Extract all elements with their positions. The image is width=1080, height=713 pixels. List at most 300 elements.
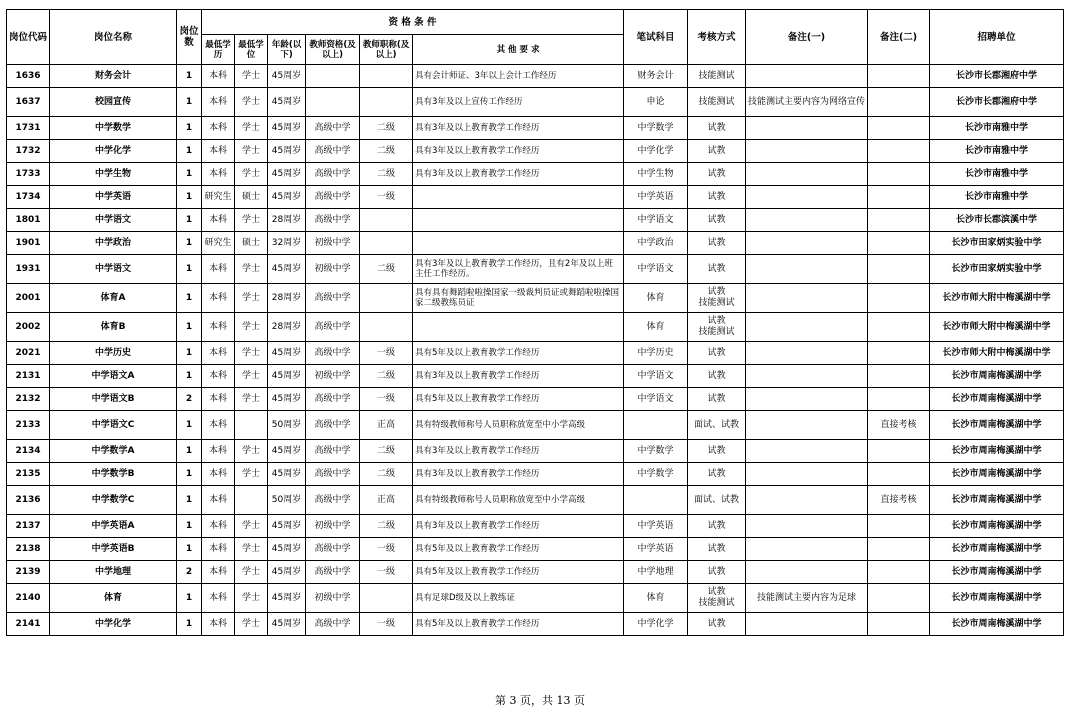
cell-num: 1 xyxy=(177,538,202,561)
cell-code: 1731 xyxy=(7,117,50,140)
cell-name: 中学语文 xyxy=(50,255,177,284)
cell-cert: 高级中学 xyxy=(306,613,360,636)
cell-age: 50周岁 xyxy=(268,486,306,515)
cell-degree: 学士 xyxy=(235,613,268,636)
cell-age: 45周岁 xyxy=(268,388,306,411)
cell-note2 xyxy=(868,65,930,88)
cell-other: 具有具有舞蹈啦啦操国家一级裁判员证或舞蹈啦啦操国家二级教练员证 xyxy=(413,284,624,313)
cell-code: 2136 xyxy=(7,486,50,515)
cell-note2 xyxy=(868,255,930,284)
cell-other: 具有会计师证、3年以上会计工作经历 xyxy=(413,65,624,88)
cell-age: 45周岁 xyxy=(268,140,306,163)
table-row xyxy=(7,486,1064,515)
cell-name: 中学化学 xyxy=(50,140,177,163)
cell-num: 1 xyxy=(177,515,202,538)
cell-age: 45周岁 xyxy=(268,538,306,561)
cell-code: 1734 xyxy=(7,186,50,209)
cell-note2 xyxy=(868,117,930,140)
cell-title xyxy=(360,284,413,313)
header-qualification-group: 资 格 条 件 xyxy=(202,10,624,35)
header-num: 岗位数 xyxy=(177,10,202,65)
cell-note1 xyxy=(746,411,868,440)
cell-unit: 长沙市周南梅溪湖中学 xyxy=(930,515,1064,538)
cell-edu: 研究生 xyxy=(202,232,235,255)
cell-other: 具有特级教师称号人员职称放宽至中小学高级 xyxy=(413,486,624,515)
cell-method: 技能测试 xyxy=(688,88,746,117)
cell-age: 45周岁 xyxy=(268,342,306,365)
header-edu: 最低学历 xyxy=(202,35,235,65)
cell-cert xyxy=(306,65,360,88)
cell-degree: 学士 xyxy=(235,440,268,463)
cell-cert: 高级中学 xyxy=(306,486,360,515)
cell-unit: 长沙市周南梅溪湖中学 xyxy=(930,440,1064,463)
cell-num: 1 xyxy=(177,284,202,313)
cell-code: 1636 xyxy=(7,65,50,88)
cell-title: 正高 xyxy=(360,411,413,440)
cell-degree: 学士 xyxy=(235,117,268,140)
cell-title: 一级 xyxy=(360,388,413,411)
cell-note1 xyxy=(746,342,868,365)
cell-subject: 中学历史 xyxy=(624,342,688,365)
cell-name: 中学数学A xyxy=(50,440,177,463)
cell-age: 45周岁 xyxy=(268,163,306,186)
cell-edu: 本科 xyxy=(202,486,235,515)
table-row xyxy=(7,186,1064,209)
cell-note2 xyxy=(868,515,930,538)
cell-age: 45周岁 xyxy=(268,65,306,88)
cell-edu: 本科 xyxy=(202,388,235,411)
cell-method: 试教 技能测试 xyxy=(688,284,746,313)
cell-unit: 长沙市南雅中学 xyxy=(930,140,1064,163)
cell-note2 xyxy=(868,88,930,117)
cell-degree: 硕士 xyxy=(235,232,268,255)
cell-note2 xyxy=(868,232,930,255)
recruitment-table xyxy=(6,9,1064,636)
cell-name: 校园宣传 xyxy=(50,88,177,117)
header-name: 岗位名称 xyxy=(50,10,177,65)
header-title: 教师职称(及以上) xyxy=(360,35,413,65)
cell-age: 28周岁 xyxy=(268,284,306,313)
cell-other: 具有3年及以上教育教学工作经历，且有2年及以上班主任工作经历。 xyxy=(413,255,624,284)
cell-note2: 直接考核 xyxy=(868,486,930,515)
table-row xyxy=(7,255,1064,284)
cell-other: 具有3年及以上教育教学工作经历 xyxy=(413,365,624,388)
cell-method: 试教 xyxy=(688,365,746,388)
cell-degree: 学士 xyxy=(235,255,268,284)
cell-cert: 高级中学 xyxy=(306,284,360,313)
cell-num: 1 xyxy=(177,486,202,515)
cell-subject: 中学化学 xyxy=(624,613,688,636)
cell-age: 45周岁 xyxy=(268,88,306,117)
cell-subject: 中学英语 xyxy=(624,186,688,209)
cell-unit: 长沙市周南梅溪湖中学 xyxy=(930,463,1064,486)
cell-name: 中学语文C xyxy=(50,411,177,440)
cell-unit: 长沙市长郡湘府中学 xyxy=(930,88,1064,117)
cell-degree: 学士 xyxy=(235,163,268,186)
cell-age: 45周岁 xyxy=(268,584,306,613)
cell-num: 1 xyxy=(177,411,202,440)
cell-edu: 本科 xyxy=(202,613,235,636)
cell-age: 32周岁 xyxy=(268,232,306,255)
cell-title: 正高 xyxy=(360,486,413,515)
cell-name: 中学生物 xyxy=(50,163,177,186)
cell-degree: 学士 xyxy=(235,284,268,313)
cell-name: 中学地理 xyxy=(50,561,177,584)
cell-method: 面试、试教 xyxy=(688,411,746,440)
cell-cert: 高级中学 xyxy=(306,463,360,486)
cell-num: 1 xyxy=(177,65,202,88)
cell-note1 xyxy=(746,486,868,515)
cell-method: 试教 xyxy=(688,388,746,411)
cell-cert xyxy=(306,88,360,117)
cell-note2 xyxy=(868,342,930,365)
cell-other: 具有3年及以上教育教学工作经历 xyxy=(413,515,624,538)
cell-name: 中学语文B xyxy=(50,388,177,411)
cell-cert: 初级中学 xyxy=(306,515,360,538)
page-footer: 第 3 页，共 13 页 xyxy=(495,694,585,707)
table-row xyxy=(7,163,1064,186)
cell-title xyxy=(360,65,413,88)
cell-code: 2001 xyxy=(7,284,50,313)
cell-other: 具有3年及以上教育教学工作经历 xyxy=(413,117,624,140)
cell-other: 具有特级教师称号人员职称放宽至中小学高级 xyxy=(413,411,624,440)
cell-name: 体育A xyxy=(50,284,177,313)
cell-method: 试教 xyxy=(688,209,746,232)
table-row xyxy=(7,613,1064,636)
cell-other: 具有3年及以上教育教学工作经历 xyxy=(413,440,624,463)
header-subject: 笔试科目 xyxy=(624,10,688,65)
cell-degree: 学士 xyxy=(235,313,268,342)
table-row xyxy=(7,313,1064,342)
cell-note2 xyxy=(868,313,930,342)
cell-unit: 长沙市周南梅溪湖中学 xyxy=(930,561,1064,584)
cell-edu: 本科 xyxy=(202,163,235,186)
cell-note2 xyxy=(868,613,930,636)
cell-subject: 申论 xyxy=(624,88,688,117)
cell-age: 45周岁 xyxy=(268,613,306,636)
cell-cert: 高级中学 xyxy=(306,163,360,186)
cell-note2 xyxy=(868,388,930,411)
cell-name: 中学英语A xyxy=(50,515,177,538)
cell-code: 2139 xyxy=(7,561,50,584)
cell-edu: 本科 xyxy=(202,463,235,486)
cell-note2 xyxy=(868,209,930,232)
cell-num: 1 xyxy=(177,584,202,613)
cell-note1 xyxy=(746,515,868,538)
cell-code: 1733 xyxy=(7,163,50,186)
header-code: 岗位代码 xyxy=(7,10,50,65)
cell-method: 面试、试教 xyxy=(688,486,746,515)
cell-method: 试教 xyxy=(688,463,746,486)
cell-subject: 中学地理 xyxy=(624,561,688,584)
cell-cert: 高级中学 xyxy=(306,209,360,232)
cell-note1 xyxy=(746,117,868,140)
cell-age: 28周岁 xyxy=(268,313,306,342)
cell-name: 中学英语B xyxy=(50,538,177,561)
cell-title: 二级 xyxy=(360,440,413,463)
cell-num: 2 xyxy=(177,388,202,411)
cell-other xyxy=(413,186,624,209)
cell-edu: 本科 xyxy=(202,515,235,538)
cell-code: 2135 xyxy=(7,463,50,486)
cell-note1 xyxy=(746,463,868,486)
cell-edu: 研究生 xyxy=(202,186,235,209)
cell-name: 中学语文 xyxy=(50,209,177,232)
cell-unit: 长沙市周南梅溪湖中学 xyxy=(930,538,1064,561)
cell-cert: 高级中学 xyxy=(306,440,360,463)
cell-unit: 长沙市长郡滨溪中学 xyxy=(930,209,1064,232)
cell-num: 1 xyxy=(177,232,202,255)
cell-code: 1801 xyxy=(7,209,50,232)
cell-num: 1 xyxy=(177,365,202,388)
cell-unit: 长沙市南雅中学 xyxy=(930,117,1064,140)
cell-num: 2 xyxy=(177,561,202,584)
cell-other: 具有5年及以上教育教学工作经历 xyxy=(413,613,624,636)
cell-age: 45周岁 xyxy=(268,440,306,463)
cell-num: 1 xyxy=(177,613,202,636)
cell-note2: 直接考核 xyxy=(868,411,930,440)
cell-unit: 长沙市周南梅溪湖中学 xyxy=(930,388,1064,411)
cell-edu: 本科 xyxy=(202,65,235,88)
cell-edu: 本科 xyxy=(202,209,235,232)
cell-method: 试教 xyxy=(688,613,746,636)
cell-name: 财务会计 xyxy=(50,65,177,88)
cell-title: 二级 xyxy=(360,255,413,284)
cell-age: 45周岁 xyxy=(268,117,306,140)
cell-method: 试教 xyxy=(688,163,746,186)
cell-note1 xyxy=(746,163,868,186)
cell-code: 2002 xyxy=(7,313,50,342)
cell-cert: 高级中学 xyxy=(306,140,360,163)
header-degree: 最低学位 xyxy=(235,35,268,65)
cell-note1 xyxy=(746,209,868,232)
cell-subject: 中学生物 xyxy=(624,163,688,186)
cell-num: 1 xyxy=(177,463,202,486)
table-row xyxy=(7,584,1064,613)
cell-edu: 本科 xyxy=(202,538,235,561)
cell-other: 具有5年及以上教育教学工作经历 xyxy=(413,538,624,561)
table-row xyxy=(7,284,1064,313)
cell-other: 具有足球D级及以上教练证 xyxy=(413,584,624,613)
cell-name: 中学数学 xyxy=(50,117,177,140)
cell-age: 45周岁 xyxy=(268,186,306,209)
table-row xyxy=(7,232,1064,255)
cell-name: 中学数学C xyxy=(50,486,177,515)
cell-edu: 本科 xyxy=(202,411,235,440)
cell-code: 1931 xyxy=(7,255,50,284)
table-row xyxy=(7,538,1064,561)
cell-code: 2134 xyxy=(7,440,50,463)
cell-name: 体育B xyxy=(50,313,177,342)
cell-degree: 学士 xyxy=(235,515,268,538)
cell-subject xyxy=(624,411,688,440)
cell-code: 2133 xyxy=(7,411,50,440)
cell-note1 xyxy=(746,313,868,342)
table-row xyxy=(7,117,1064,140)
cell-note1 xyxy=(746,365,868,388)
cell-degree xyxy=(235,411,268,440)
cell-cert: 高级中学 xyxy=(306,388,360,411)
table-row xyxy=(7,342,1064,365)
cell-title: 二级 xyxy=(360,163,413,186)
cell-edu: 本科 xyxy=(202,140,235,163)
cell-unit: 长沙市周南梅溪湖中学 xyxy=(930,411,1064,440)
cell-other: 具有5年及以上教育教学工作经历 xyxy=(413,561,624,584)
cell-title: 一级 xyxy=(360,538,413,561)
cell-code: 2021 xyxy=(7,342,50,365)
cell-unit: 长沙市周南梅溪湖中学 xyxy=(930,486,1064,515)
cell-code: 1901 xyxy=(7,232,50,255)
cell-degree: 学士 xyxy=(235,584,268,613)
cell-unit: 长沙市长郡湘府中学 xyxy=(930,65,1064,88)
cell-unit: 长沙市田家炳实验中学 xyxy=(930,255,1064,284)
cell-method: 试教 xyxy=(688,232,746,255)
cell-title xyxy=(360,209,413,232)
cell-degree xyxy=(235,486,268,515)
cell-degree: 硕士 xyxy=(235,186,268,209)
table-row xyxy=(7,561,1064,584)
cell-note2 xyxy=(868,440,930,463)
cell-subject: 中学数学 xyxy=(624,440,688,463)
cell-unit: 长沙市师大附中梅溪湖中学 xyxy=(930,342,1064,365)
cell-age: 45周岁 xyxy=(268,515,306,538)
cell-cert: 高级中学 xyxy=(306,411,360,440)
cell-method: 试教 技能测试 xyxy=(688,584,746,613)
cell-title: 二级 xyxy=(360,140,413,163)
cell-note1: 技能测试主要内容为网络宣传 xyxy=(746,88,868,117)
cell-subject: 中学语文 xyxy=(624,209,688,232)
table-row xyxy=(7,388,1064,411)
header-other: 其 他 要 求 xyxy=(413,35,624,65)
cell-cert: 高级中学 xyxy=(306,342,360,365)
cell-method: 试教 xyxy=(688,561,746,584)
cell-method: 试教 xyxy=(688,440,746,463)
cell-num: 1 xyxy=(177,255,202,284)
cell-note2 xyxy=(868,140,930,163)
cell-title xyxy=(360,584,413,613)
cell-code: 2132 xyxy=(7,388,50,411)
cell-age: 45周岁 xyxy=(268,255,306,284)
cell-title xyxy=(360,88,413,117)
cell-age: 45周岁 xyxy=(268,365,306,388)
cell-other: 具有3年及以上教育教学工作经历 xyxy=(413,163,624,186)
cell-unit: 长沙市南雅中学 xyxy=(930,163,1064,186)
cell-unit: 长沙市师大附中梅溪湖中学 xyxy=(930,313,1064,342)
cell-degree: 学士 xyxy=(235,561,268,584)
cell-title: 一级 xyxy=(360,561,413,584)
cell-cert: 初级中学 xyxy=(306,255,360,284)
cell-note1 xyxy=(746,65,868,88)
cell-note2 xyxy=(868,561,930,584)
cell-other: 具有3年及以上教育教学工作经历 xyxy=(413,463,624,486)
cell-edu: 本科 xyxy=(202,584,235,613)
header-note2: 备注(二) xyxy=(868,10,930,65)
cell-subject: 体育 xyxy=(624,584,688,613)
cell-num: 1 xyxy=(177,209,202,232)
cell-degree: 学士 xyxy=(235,463,268,486)
header-method: 考核方式 xyxy=(688,10,746,65)
cell-degree: 学士 xyxy=(235,538,268,561)
cell-method: 试教 xyxy=(688,140,746,163)
cell-subject: 中学英语 xyxy=(624,538,688,561)
cell-num: 1 xyxy=(177,163,202,186)
cell-code: 2138 xyxy=(7,538,50,561)
cell-note1 xyxy=(746,186,868,209)
cell-method: 技能测试 xyxy=(688,65,746,88)
header-note1: 备注(一) xyxy=(746,10,868,65)
cell-num: 1 xyxy=(177,117,202,140)
cell-code: 1732 xyxy=(7,140,50,163)
cell-unit: 长沙市周南梅溪湖中学 xyxy=(930,613,1064,636)
table-row xyxy=(7,88,1064,117)
cell-title xyxy=(360,313,413,342)
cell-method: 试教 xyxy=(688,342,746,365)
cell-cert: 高级中学 xyxy=(306,186,360,209)
cell-degree: 学士 xyxy=(235,88,268,117)
cell-unit: 长沙市师大附中梅溪湖中学 xyxy=(930,284,1064,313)
cell-note2 xyxy=(868,463,930,486)
table-row xyxy=(7,209,1064,232)
cell-title: 二级 xyxy=(360,365,413,388)
cell-name: 体育 xyxy=(50,584,177,613)
cell-name: 中学数学B xyxy=(50,463,177,486)
cell-degree: 学士 xyxy=(235,140,268,163)
cell-edu: 本科 xyxy=(202,561,235,584)
cell-edu: 本科 xyxy=(202,342,235,365)
cell-edu: 本科 xyxy=(202,440,235,463)
cell-name: 中学历史 xyxy=(50,342,177,365)
table-row xyxy=(7,365,1064,388)
cell-note1 xyxy=(746,440,868,463)
cell-subject: 体育 xyxy=(624,284,688,313)
cell-other xyxy=(413,209,624,232)
cell-other: 具有3年及以上宣传工作经历 xyxy=(413,88,624,117)
cell-method: 试教 xyxy=(688,515,746,538)
cell-code: 2140 xyxy=(7,584,50,613)
cell-age: 45周岁 xyxy=(268,463,306,486)
cell-subject: 中学语文 xyxy=(624,365,688,388)
cell-title: 一级 xyxy=(360,186,413,209)
cell-code: 1637 xyxy=(7,88,50,117)
cell-code: 2131 xyxy=(7,365,50,388)
cell-other: 具有5年及以上教育教学工作经历 xyxy=(413,342,624,365)
cell-title xyxy=(360,232,413,255)
cell-other xyxy=(413,232,624,255)
cell-note1: 技能测试主要内容为足球 xyxy=(746,584,868,613)
cell-other: 具有3年及以上教育教学工作经历 xyxy=(413,140,624,163)
recruitment-table-container xyxy=(6,9,1064,636)
cell-note2 xyxy=(868,186,930,209)
cell-note2 xyxy=(868,365,930,388)
cell-degree: 学士 xyxy=(235,209,268,232)
table-row xyxy=(7,463,1064,486)
cell-code: 2137 xyxy=(7,515,50,538)
cell-subject: 中学数学 xyxy=(624,463,688,486)
cell-note2 xyxy=(868,163,930,186)
cell-code: 2141 xyxy=(7,613,50,636)
cell-subject xyxy=(624,486,688,515)
table-row xyxy=(7,440,1064,463)
cell-subject: 中学语文 xyxy=(624,255,688,284)
cell-degree: 学士 xyxy=(235,65,268,88)
cell-title: 二级 xyxy=(360,515,413,538)
cell-num: 1 xyxy=(177,186,202,209)
cell-cert: 高级中学 xyxy=(306,561,360,584)
cell-edu: 本科 xyxy=(202,117,235,140)
cell-name: 中学英语 xyxy=(50,186,177,209)
cell-note1 xyxy=(746,284,868,313)
cell-note1 xyxy=(746,255,868,284)
